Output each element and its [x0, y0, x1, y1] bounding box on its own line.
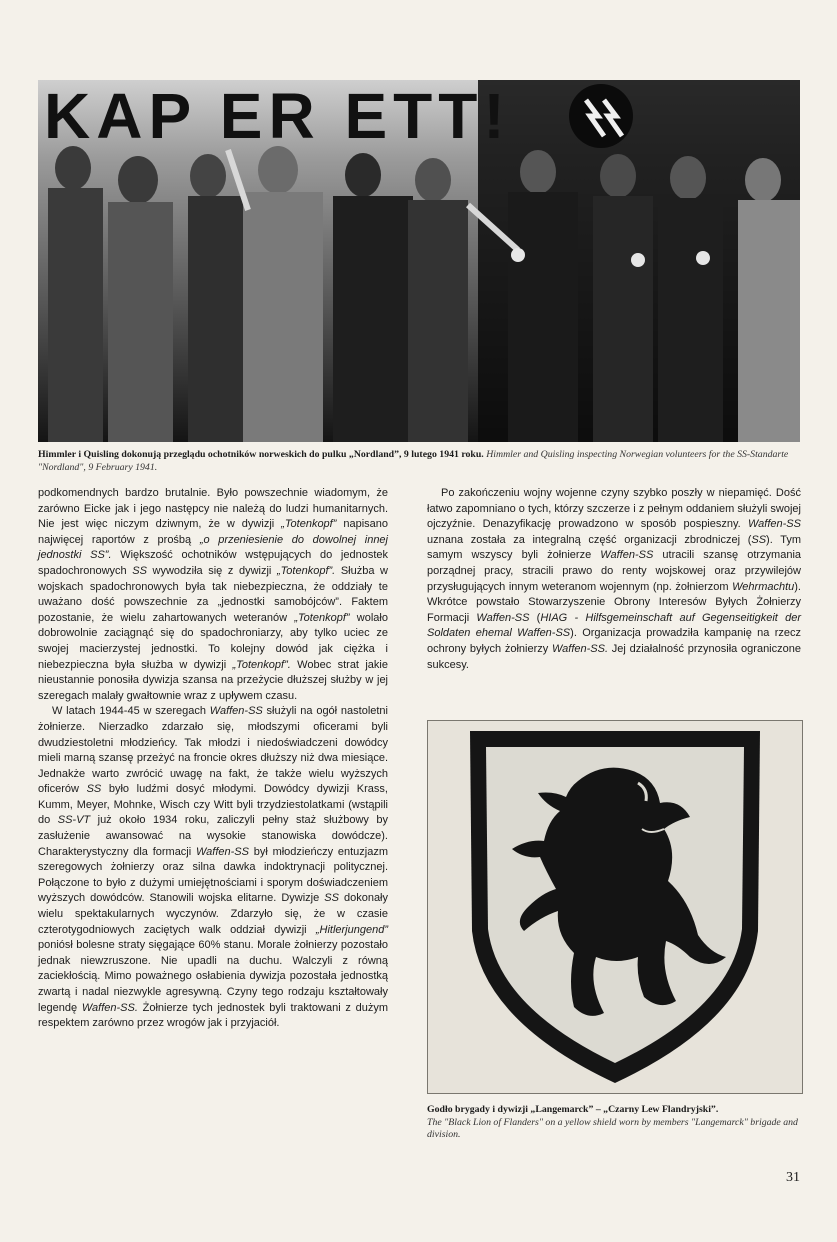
caption-polish: Himmler i Quisling dokonują przeglądu ochotników norweskich do pulku „Nordland”, 9 lutego 1941 roku. — [38, 449, 484, 460]
black-lion-shield-icon — [428, 721, 802, 1093]
banner-text: KAP ER ETT! — [44, 80, 511, 152]
photo-caption — [38, 448, 800, 474]
paragraph: W latach 1944-45 w szeregach Waffen-SS służyli na ogół nastoletni żołnierze. Nierzadko zdarzało się, młodszymi oficerami byli dwudziestoletni młodzieńcy. Tak młodzi i niedoświadczeni dowódcy mieli marną szansę przeżyć na froncie okres dłuższy niż dwa miesiące. Jednakże warto zwrócić uwagę na fakt, że także wielu wyższych oficerów SS było ludźmi dosyć młodymi. Dowódcy dywizji Krass, Kumm, Meyer, Mohnke, Wisch czy Witt byli trzydziestolatkami (wstąpili do SS-VT już około 1934 roku, zaliczyli pełny staż służbowy by zasłużenie awansować na wysokie stanowiska dowódcze). Charakterystyczny dla formacji Waffen-SS był młodzieńczy entuzjazm szeregowych żołnierzy oraz silna dawka indoktrynacji politycznej. Połączone to było z dużymi umiejętnościami i sporym doświadczeniem wyższych dowódców. Stanowili wojska elitarne. Dywizje SS dokonały wielu spektakularnych wyczynów. Zdarzyło się, że w czasie czterotygodniowych zaciętych walk oddział dywizji „Hitlerjungend” poniósł bolesne straty sięgające 60% stanu. Morale żołnierzy pozostało jednak niewzruszone. Nie upadli na duchu. Walczyli z równą zaciekłością. Mimo poważnego osłabienia dywizja pozostała jednostką zwartą i nadal niezwykle agresywną. Czyny tego rodzaju kształtowały legendę Waffen-SS. Żołnierze tych jednostek byli traktowani z dużym respektem zarówno przez wrogów jak i przyjaciół. — [38, 705, 389, 1030]
paragraph: Po zakończeniu wojny wojenne czyny szybko poszły w niepamięć. Dość łatwo zapomniano o tych, którzy szczerze i z pełnym oddaniem służyli swojej ojczyźnie. Denazyfikację prowadzono w sposób pospieszny. Waffen-SS uznana została za integralną część organizacji zbrodniczej (SS). Tym samym wszyscy byli żołnierze Waffen-SS utracili szansę otrzymania porządnej pracy, stracili prawo do renty wojskowej oraz przywilejów przysługujących innym weteranom wojennym (np. żołnierzom Wehrmachtu). Wkrótce powstało Stowarzyszenie Obrony Interesów Byłych Żołnierzy Formacji Waffen-SS (HIAG - Hilfsgemeinschaft auf Gegenseitigkeit der Soldaten ehemal Waffen-SS). Organizacja prowadziła kampanię na rzecz ochrony byłych żołnierzy Waffen-SS. Jej działalność przynosiła ograniczone sukcesy. — [427, 487, 802, 671]
right-text-column — [427, 486, 801, 673]
photo-himmler-quisling — [38, 80, 800, 442]
caption-english: Himmler and Quisling inspecting Norwegian volunteers for the SS-Standarte "Nordland", 9 February 1941. — [38, 449, 789, 473]
shield-caption — [427, 1104, 801, 1142]
caption-polish: Godło brygady i dywizji „Langemarck” – „Czarny Lew Flandryjski”. — [427, 1104, 719, 1115]
left-text-column — [38, 486, 388, 1146]
paragraph: podkomendnych bardzo brutalnie. Było powszechnie wiadomym, że zarówno Eicke jak i jego następcy nie należą do ludzi humanitarnych. Nie jest więc niczym dziwnym, że w dywizji „Totenkopf” napisano najwięcej raportów z prośbą „o przeniesienie do dowolnej innej jednostki SS”. Większość ochotników wstępujących do jednostek spadochronowych SS wywodziła się z dywizji „Totenkopf”. Służba w wojskach spadochronowych była tak niebezpieczna, że oddziały te uważano dość powszechnie za „jednostki samobójców”. Faktem pozostanie, że wielu zahartowanych weteranów „Totenkopf” wolało dobrowolnie zaciągnąć się do spadochroniarzy, aby tylko uciec ze swojej macierzystej jednostki. To kolejny dowód jak ciężka i niebezpieczna była służba w dywizji „Totenkopf”. Wobec strat jakie nieustannie ponosiła dywizja szansa na przeżycie dłuższej służby w jej szeregach malały gwałtownie wraz z upływem czasu. — [38, 487, 388, 702]
caption-english: The "Black Lion of Flanders" on a yellow shield worn by members "Langemarck" brigade and division. — [427, 1116, 798, 1140]
shield-photo — [427, 720, 803, 1094]
page-number: 31 — [786, 1170, 800, 1185]
